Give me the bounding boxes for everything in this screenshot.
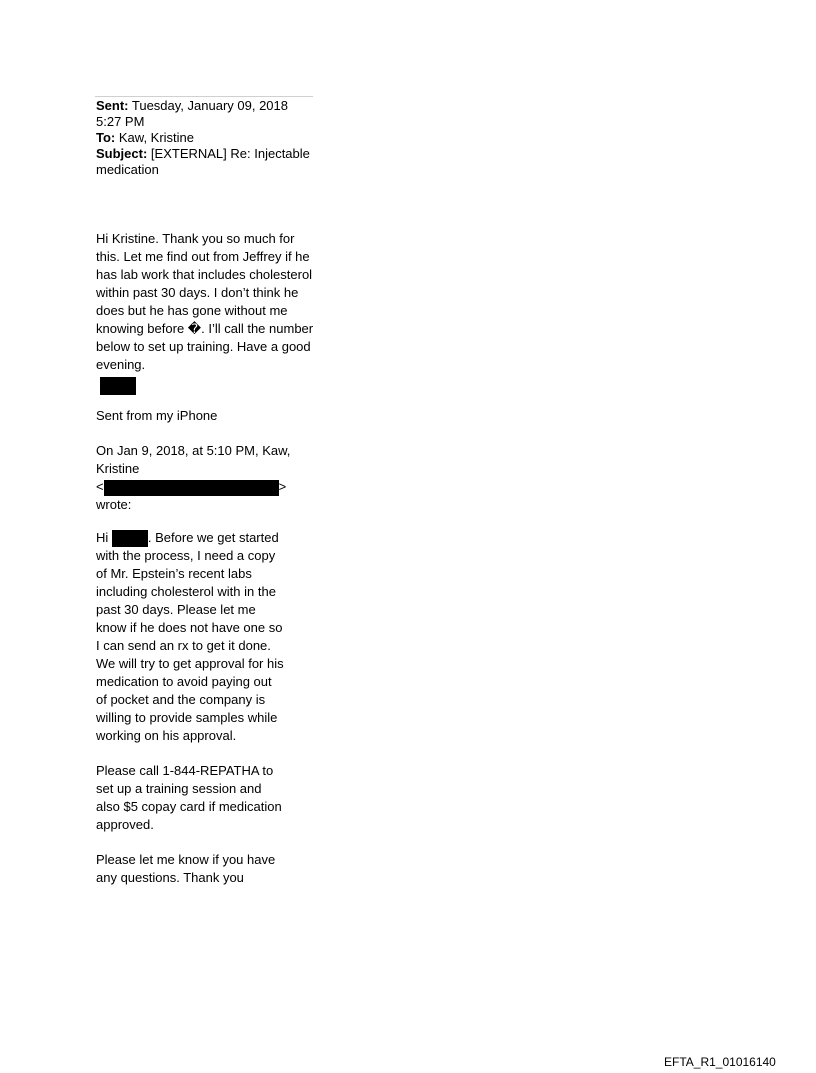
reply-body [96,230,316,395]
sent-from-device: Sent from my iPhone [96,408,218,423]
sent-value: Tuesday, January 09, 2018 5:27 PM [96,98,288,129]
quoted-header [96,442,296,514]
redaction-block [100,377,136,395]
header-divider [95,96,313,97]
quoted-wrote: wrote: [96,497,132,512]
quoted-intro: On Jan 9, 2018, at 5:10 PM, Kaw, Kristine [96,443,291,476]
email-header [96,98,316,178]
subject-line [96,146,316,178]
to-value: Kaw, Kristine [118,130,195,145]
quoted-email-line [96,478,296,496]
quoted-greeting: Hi [96,530,109,545]
subject-value: [EXTERNAL] Re: Injectable medication [96,146,310,177]
quoted-paragraph-2: Please call 1-844-REPATHA to set up a training session and also $5 copay card if medication approved. [96,763,282,833]
quoted-body [96,529,286,904]
reply-text: Hi Kristine. Thank you so much for this. Let me find out from Jeffrey if he has lab work that includes cholesterol within past 30 days. I don’t think he does but he has gone without me knowing before �. I’ll call the number below to set up training. Have a good evening. [96,231,314,372]
quoted-paragraph-1-text: . Before we get started with the process, I need a copy of Mr. Epstein’s recent labs including cholesterol with in the past 30 days. Please let me know if he does not have one so I can send an rx to get it done. We will try to get approval for his medication to avoid paying out of pocket and the company is willing to provide samples while working on his approval. [96,530,284,744]
sent-label: Sent: [96,98,129,113]
signature-line [96,376,316,395]
quoted-paragraph-3: Please let me know if you have any questions. Thank you [96,852,276,886]
to-line [96,130,316,146]
sent-line [96,98,316,130]
redaction-block [112,530,148,547]
redaction-block [104,480,279,496]
document-id: EFTA_R1_01016140 [664,1055,776,1069]
to-label: To: [96,130,116,145]
open-bracket: < [96,479,104,494]
close-bracket: > [278,479,287,494]
quoted-paragraph-1 [96,529,286,745]
subject-label: Subject: [96,146,148,161]
